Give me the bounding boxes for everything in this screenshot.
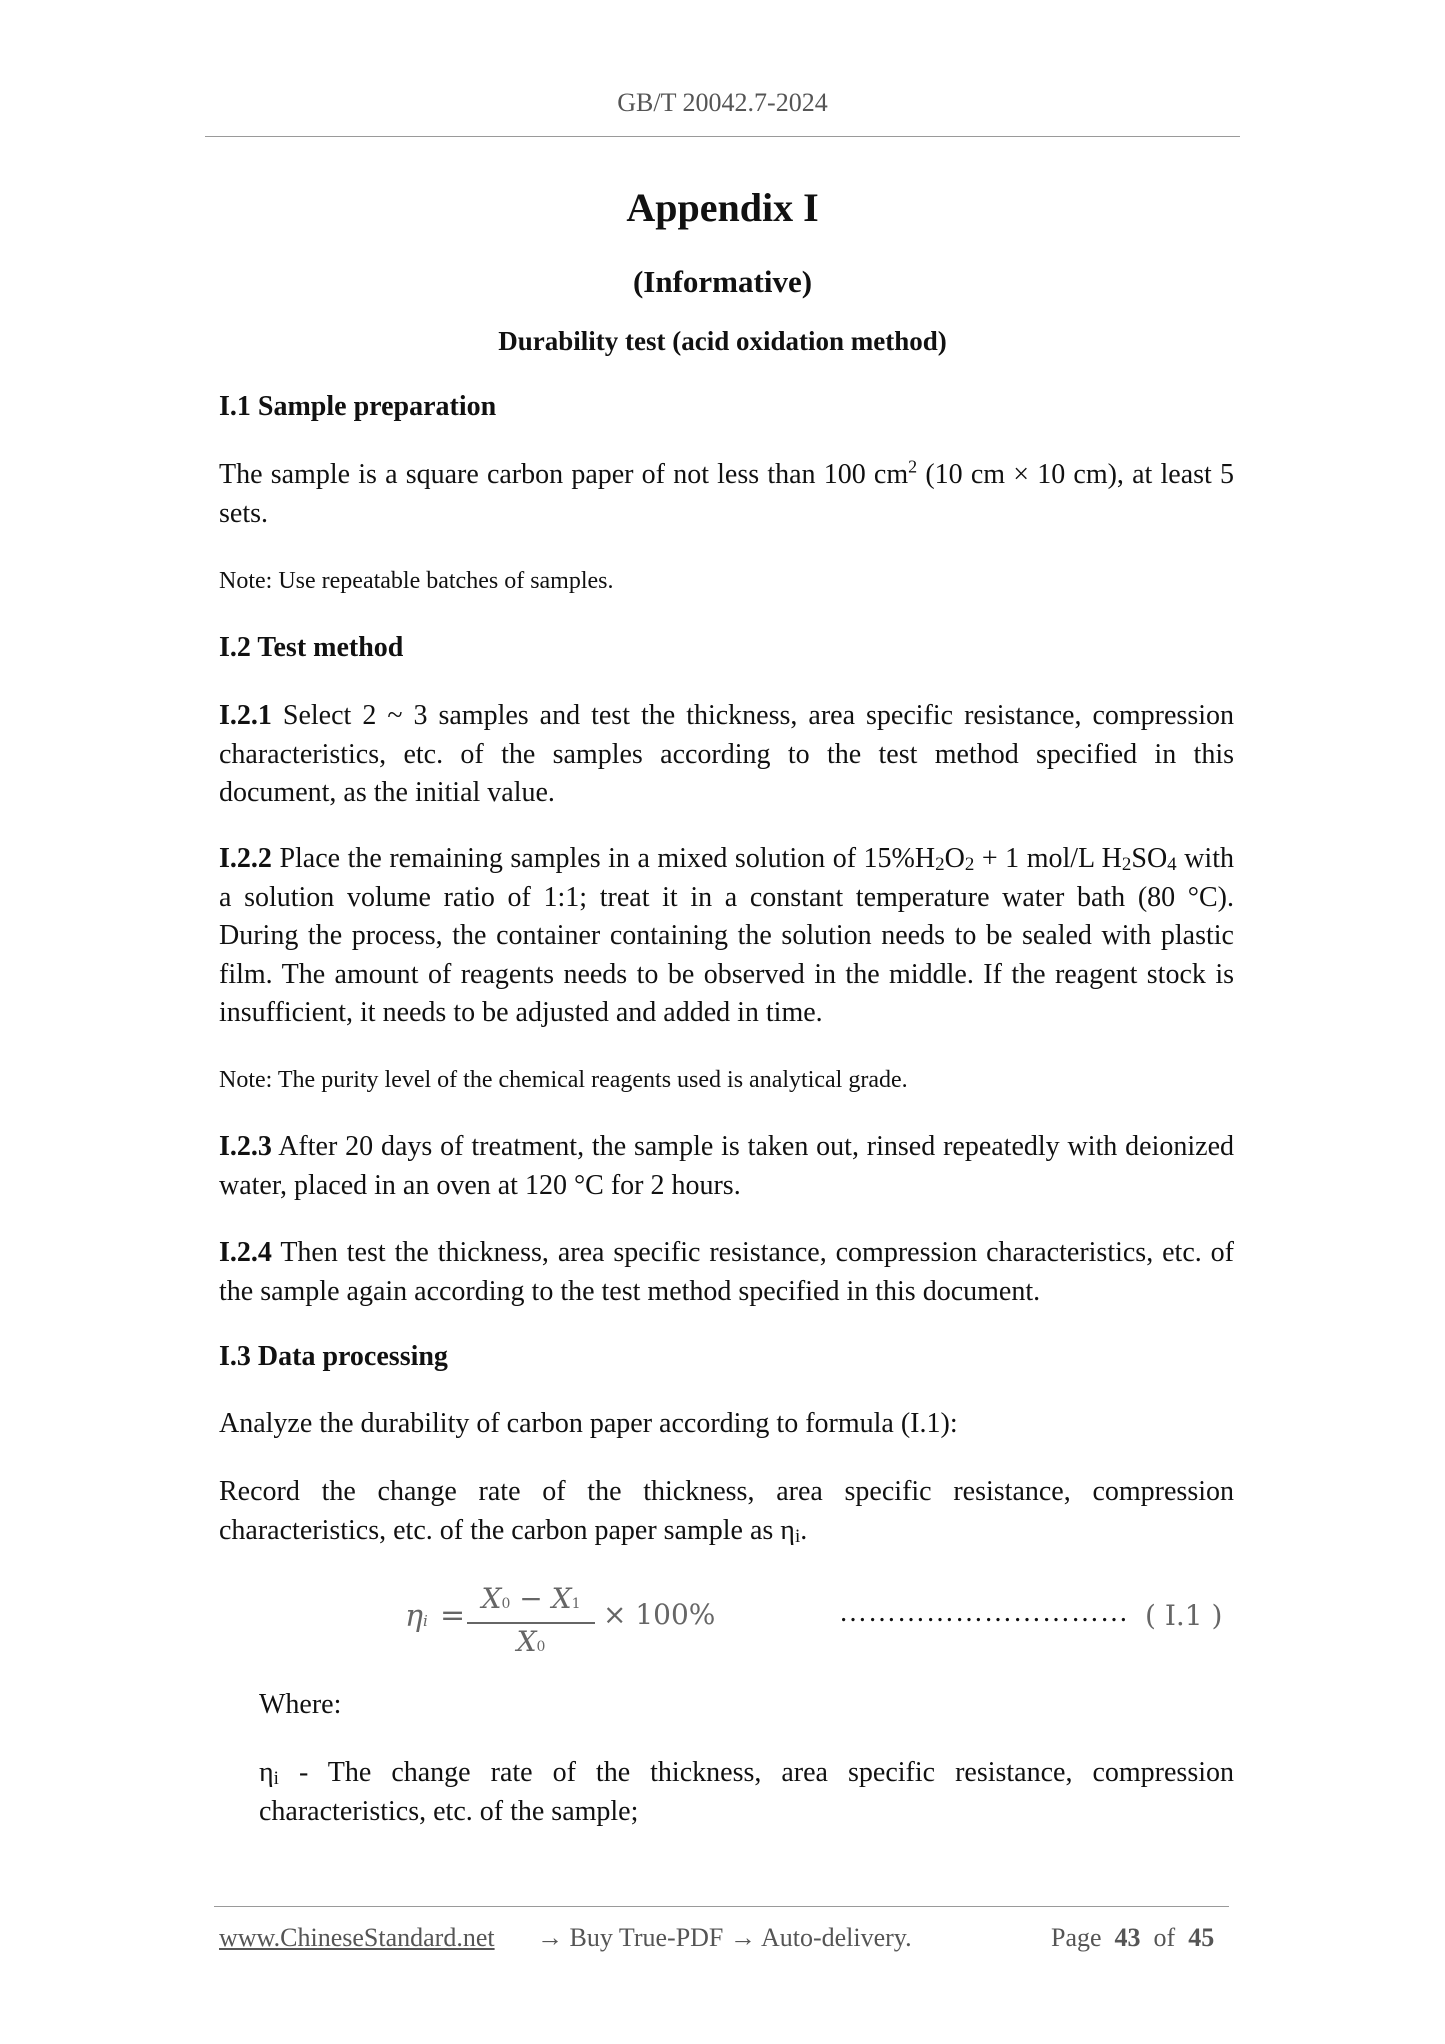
definition-eta-i: $\eta_i$ - The change rate of the thickness, area specific resistance, compression characteristics, etc. of the sample; bbox=[259, 1757, 1234, 1827]
where-label: Where: bbox=[259, 1689, 342, 1720]
paragraph-analyze-durability: Analyze the durability of carbon paper according to formula (I.1): bbox=[219, 1408, 958, 1439]
paragraph-sample: The sample is a square carbon paper of not less than 100 $cm^2$ (10 cm × 10 cm), at least 5 sets. bbox=[219, 456, 1234, 529]
appendix-caption: Durability test (acid oxidation method) bbox=[498, 326, 947, 356]
footer-website-link[interactable]: www.ChineseStandard.net bbox=[219, 1923, 495, 1952]
note-repeatable-batches: Note: Use repeatable batches of samples. bbox=[219, 568, 614, 594]
formula-i-1 bbox=[405, 1582, 745, 1658]
formula-fraction bbox=[467, 1582, 595, 1664]
formula-denominator: X0 bbox=[516, 1624, 546, 1658]
clause-i-2-4: I.2.4 Then test the thickness, area specific resistance, compression characteristics, etc. of the sample again according to the test method specified in this document. bbox=[219, 1237, 1234, 1307]
formula-lhs: ηi bbox=[405, 1599, 428, 1634]
section-heading-sample-preparation: I.1 Sample preparation bbox=[219, 391, 497, 422]
formula-fraction-bar bbox=[467, 1622, 595, 1624]
formula-leader-dots: ………………………… bbox=[839, 1597, 1129, 1628]
footer-tagline: → Buy True-PDF → Auto-delivery. bbox=[537, 1923, 912, 1952]
formula-equals: = bbox=[440, 1598, 466, 1633]
header-rule bbox=[205, 136, 1240, 137]
footer-page-indicator: Page 43 of 45 bbox=[1051, 1923, 1215, 1952]
page-header: GB/T 20042.7-2024 bbox=[617, 88, 828, 117]
section-heading-test-method: I.2 Test method bbox=[219, 632, 404, 663]
appendix-subtitle: (Informative) bbox=[632, 264, 813, 299]
clause-i-2-2: I.2.2 Place the remaining samples in a mixed solution of $15\%H_2O_2 + 1$ mol/L $H_2SO_4$ with a solution volume ratio of 1:1; treat it in a constant temperature water bath (80 °C). During the process, the container containing the solution needs to be sealed with plastic film. The amount of reagents needs to be observed in the middle. If the reagent stock is insufficient, it needs to be adjusted and added in time. bbox=[219, 843, 1234, 1028]
clause-i-2-1: I.2.1 Select 2 ~ 3 samples and test the thickness, area specific resistance, compression characteristics, etc. of the samples according to the test method specified in this document, as the initial value. bbox=[219, 700, 1234, 808]
section-heading-data-processing: I.3 Data processing bbox=[219, 1341, 448, 1372]
formula-number: ( I.1 ) bbox=[1145, 1599, 1223, 1632]
paragraph-record-change-rate: Record the change rate of the thickness, area specific resistance, compression characteristics, etc. of the carbon paper sample as $\eta_i$. bbox=[219, 1476, 1234, 1547]
appendix-title: Appendix I bbox=[626, 185, 819, 230]
note-purity-level: Note: The purity level of the chemical reagents used is analytical grade. bbox=[219, 1067, 908, 1093]
formula-times-100-percent: × 100% bbox=[603, 1598, 716, 1631]
clause-i-2-3: I.2.3 After 20 days of treatment, the sample is taken out, rinsed repeatedly with deionized water, placed in an oven at 120 °C for 2 hours. bbox=[219, 1131, 1234, 1201]
formula-numerator: X0 − X1 bbox=[481, 1582, 581, 1615]
footer-rule bbox=[214, 1906, 1229, 1907]
